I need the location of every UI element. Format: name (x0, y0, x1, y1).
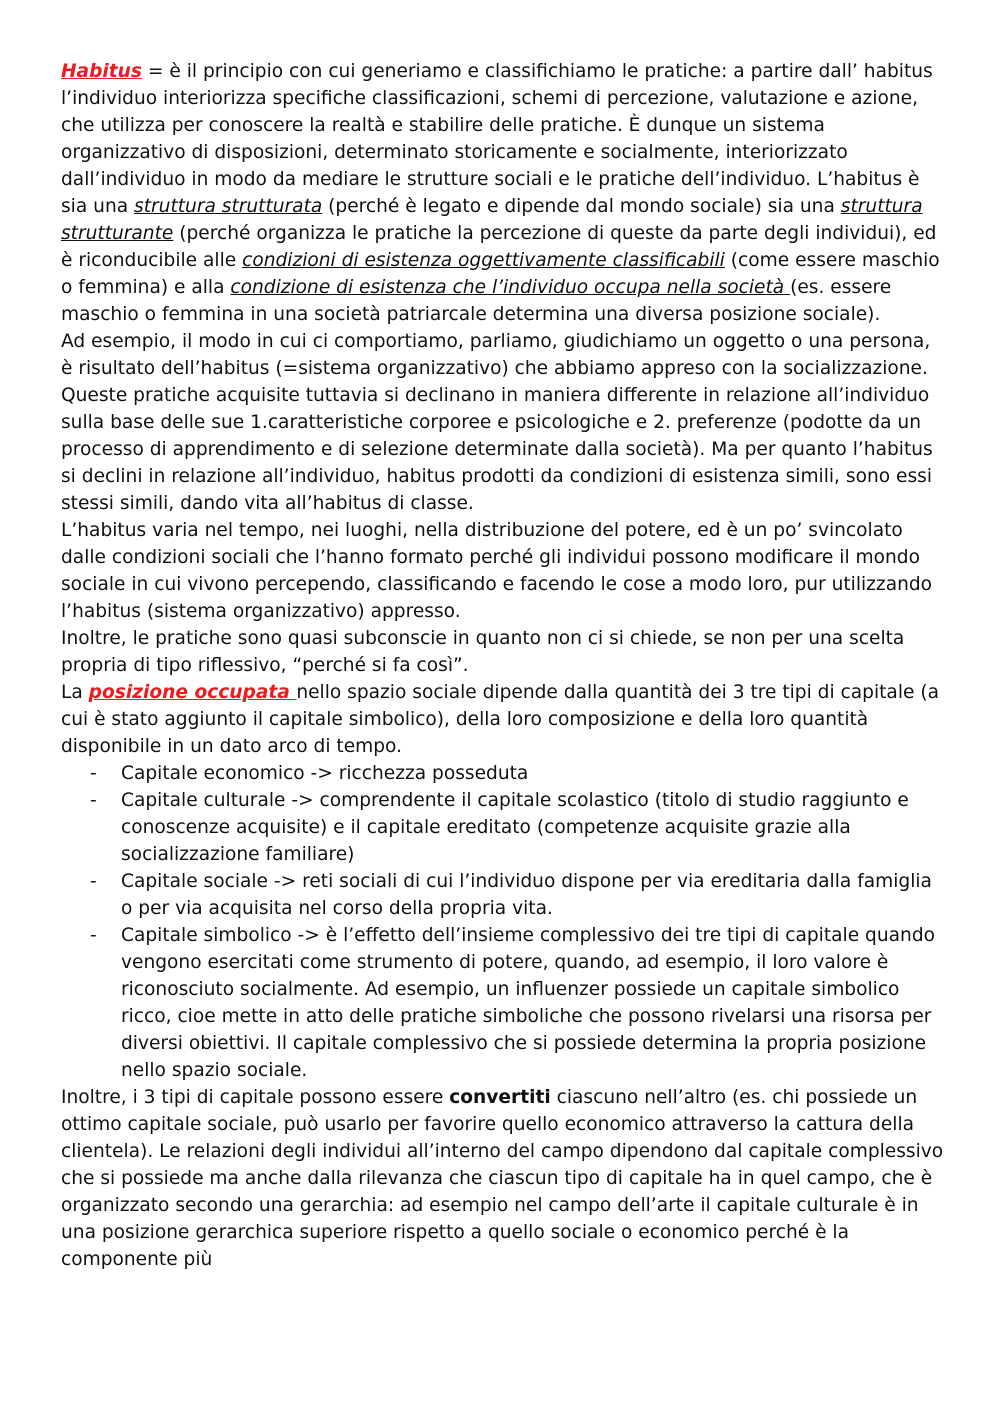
conversione-post: ciascuno nell’altro (es. chi possiede un ottimo capitale sociale, può usarlo per favorire quello economico attraverso la cattura della clientela). Le relazioni degli individui all’interno del campo dipendono dal capitale complessivo che si possiede ma anche dalla rilevanza che ciascun tipo di capitale ha in quel campo, che è organizzato secondo una gerarchia: ad esempio nel campo dell’arte il capitale culturale è in una posizione gerarchica superiore rispetto a quello sociale o economico perché è la componente più (61, 1087, 944, 1270)
habitus-text-1: = è il principio con cui generiamo e classifichiamo le pratiche: a partire dall’ habitus l’individuo interiorizza specifiche classificazioni, schemi di percezione, valutazione e azione, che utilizza per conoscere la realtà e stabilire delle pratiche. È dunque un sistema organizzativo di disposizioni, determinato storicamente e socialmente, interiorizzato dall’individuo in modo da mediare le strutture sociali e le pratiche dell’individuo. L’habitus è sia una (61, 61, 933, 217)
term-struttura-strutturante: struttura strutturante (61, 196, 923, 244)
conversione-paragraph (61, 1084, 944, 1273)
habitus-text-4: (come essere maschio o femmina) e alla (61, 250, 940, 298)
habitus-text-5: (es. essere maschio o femmina in una società patriarcale determina una diversa posizione sociale). (61, 277, 892, 325)
list-item-capitale-economico (90, 760, 944, 787)
term-posizione-occupata: posizione occupata (88, 682, 297, 703)
capitali-list (61, 760, 944, 1084)
conversione-pre: Inoltre, i 3 tipi di capitale possono essere (61, 1087, 450, 1108)
habitus-paragraph (61, 58, 944, 328)
list-item-capitale-culturale (90, 787, 944, 868)
list-item-text: Capitale sociale -> reti sociali di cui l’individuo dispone per via ereditaria dalla famiglia o per via acquisita nel corso della propria vita. (121, 871, 932, 919)
habitus-text-3: (perché organizza le pratiche la percezione di queste da parte degli individui), ed è riconducibile alle (61, 223, 937, 271)
list-item-capitale-sociale (90, 868, 944, 922)
list-item-text: Capitale culturale -> comprendente il capitale scolastico (titolo di studio raggiunto e conoscenze acquisite) e il capitale ereditato (competenze acquisite grazie alla socializzazione familiare) (121, 790, 909, 865)
term-habitus: Habitus (61, 61, 142, 82)
term-condizione-esistenza: condizione di esistenza che l’individuo occupa nella società (230, 277, 791, 298)
bullet-dash: - (90, 790, 97, 811)
posizione-post: nello spazio sociale dipende dalla quantità dei 3 tre tipi di capitale (a cui è stato aggiunto il capitale simbolico), della loro composizione e della loro quantità disponibile in un dato arco di tempo. (61, 682, 939, 757)
list-item-text: Capitale simbolico -> è l’effetto dell’insieme complessivo dei tre tipi di capitale quando vengono esercitati come strumento di potere, quando, ad esempio, il loro valore è riconosciuto socialmente. Ad esempio, un influenzer possiede un capitale simbolico ricco, cioe mette in atto delle pratiche simboliche che possono rivelarsi una risorsa per diversi obiettivi. Il capitale complessivo che si possiede determina la propria posizione nello spazio sociale. (121, 925, 935, 1081)
term-struttura-strutturata: struttura strutturata (134, 196, 323, 217)
list-item-text: Capitale economico -> ricchezza posseduta (121, 763, 529, 784)
varia-paragraph: L’habitus varia nel tempo, nei luoghi, nella distribuzione del potere, ed è un po’ svincolato dalle condizioni sociali che l’hanno formato perché gli individui possono modificare il mondo sociale in cui vivono percependo, classificando e facendo le cose a modo loro, pur utilizzando l’habitus (sistema organizzativo) appresso. (61, 520, 933, 622)
esempio-paragraph: Ad esempio, il modo in cui ci comportiamo, parliamo, giudichiamo un oggetto o una persona, è risultato dell’habitus (=sistema organizzativo) che abbiamo appreso con la socializzazione. (61, 331, 931, 379)
habitus-text-2: (perché è legato e dipende dal mondo sociale) sia una (322, 196, 841, 217)
bullet-dash: - (90, 871, 97, 892)
posizione-paragraph (61, 679, 944, 760)
pratiche-paragraph: Queste pratiche acquisite tuttavia si declinano in maniera differente in relazione all’individuo sulla base delle sue 1.caratteristiche corporee e psicologiche e 2. preferenze (podotte da un processo di apprendimento e di selezione determinate dalla società). Ma per quanto l’habitus si declini in relazione all’individuo, habitus prodotti da condizioni di esistenza simili, sono essi stessi simili, dando vita all’habitus di classe. (61, 385, 933, 514)
term-convertiti: convertiti (449, 1087, 551, 1108)
list-item-capitale-simbolico (90, 922, 944, 1084)
posizione-pre: La (61, 682, 89, 703)
inoltre-paragraph: Inoltre, le pratiche sono quasi subconscie in quanto non ci si chiede, se non per una scelta propria di tipo riflessivo, “perché si fa così”. (61, 628, 905, 676)
bullet-dash: - (90, 925, 97, 946)
bullet-dash: - (90, 763, 97, 784)
term-condizioni-oggettive: condizioni di esistenza oggettivamente classificabili (242, 250, 725, 271)
